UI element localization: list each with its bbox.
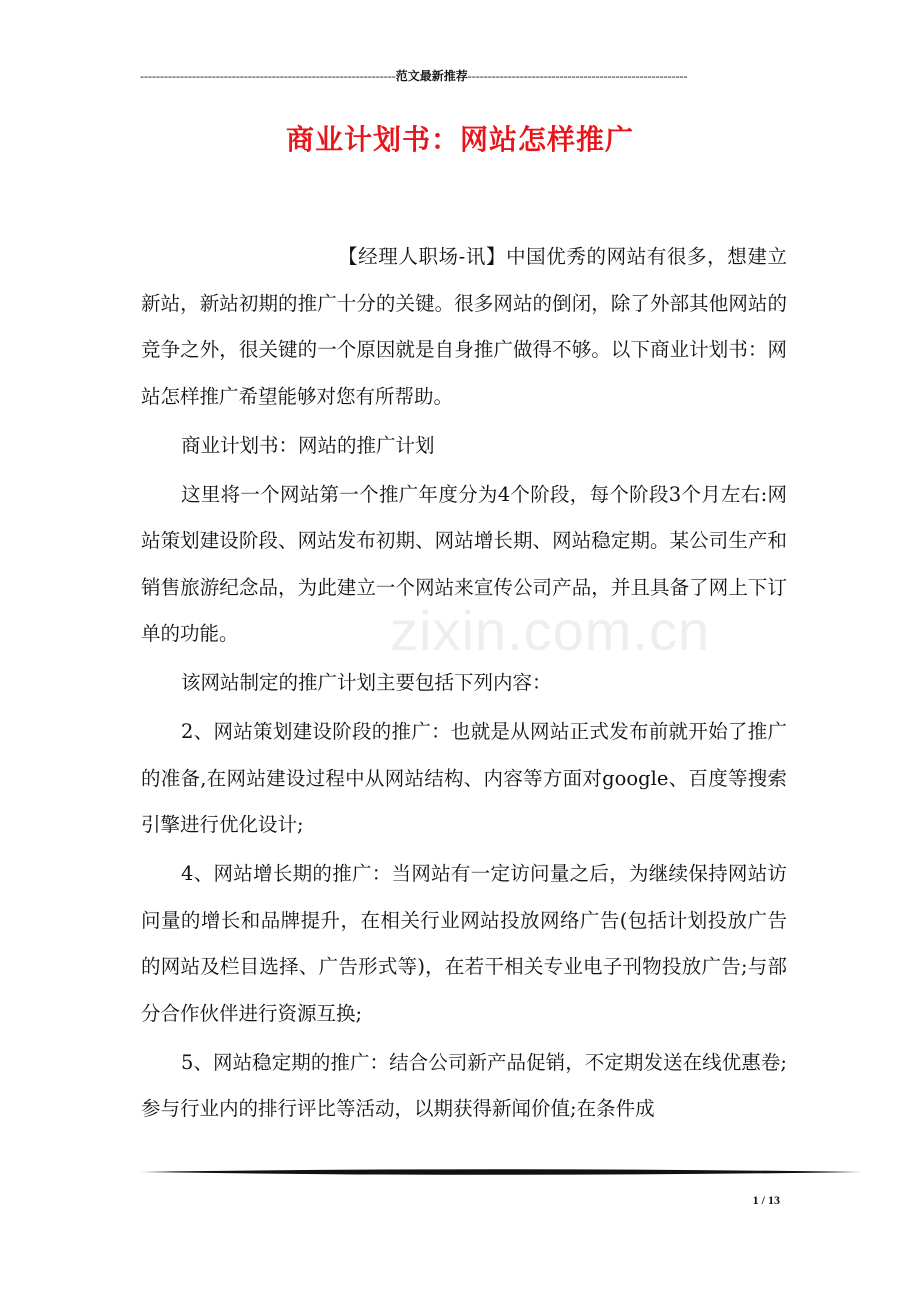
header-label: 范文最新推荐 [395, 69, 468, 83]
page-header [140, 68, 780, 84]
body-paragraph: 这里将一个网站第一个推广年度分为4个阶段，每个阶段3个月左右:网站策划建设阶段、网站发布初期、网站增长期、网站稳定期。某公司生产和销售旅游纪念品，为此建立一个网站来宣传公司产品，并且具备了网上下订单的功能。 [141, 482, 787, 645]
document-title: 商业计划书：网站怎样推广 [285, 123, 634, 156]
watermark: zixin.com.cn [390, 599, 711, 662]
footer-rule [140, 1166, 862, 1178]
page-number: 1 / 13 [752, 1193, 780, 1207]
list-item-stage-4: 4、网站增长期的推广：当网站有一定访问量之后，为继续保持网站访问量的增长和品牌提升，在相关行业网站投放网络广告(包括计划投放广告的网站及栏目选择、广告形式等)，在若干相关专业电子刊物投放广告;与部分合作伙伴进行资源互换; [141, 862, 787, 1025]
list-item-stage-5: 5、网站稳定期的推广：结合公司新产品促销，不定期发送在线优惠卷;参与行业内的排行评比等活动，以期获得新闻价值;在条件成 [141, 1050, 787, 1120]
list-item-stage-2: 2、网站策划建设阶段的推广：也就是从网站正式发布前就开始了推广的准备,在网站建设过程中从网站结构、内容等方面对google、百度等搜索引擎进行优化设计; [141, 720, 787, 836]
body-paragraph: 该网站制定的推广计划主要包括下列内容： [181, 671, 552, 694]
intro-paragraph: 【经理人职场-讯】中国优秀的网站有很多，想建立新站，新站初期的推广十分的关键。很多网站的倒闭，除了外部其他网站的竞争之外，很关键的一个原因就是自身推广做得不够。以下商业计划书：网站怎样推广希望能够对您有所帮助。 [141, 245, 787, 408]
header-dashes-left: ---------------------------------------------------------------- [140, 69, 396, 83]
header-dashes-right: ------------------------------------------------------- [467, 69, 688, 83]
document-body [141, 234, 787, 1135]
section-heading: 商业计划书：网站的推广计划 [181, 433, 435, 457]
